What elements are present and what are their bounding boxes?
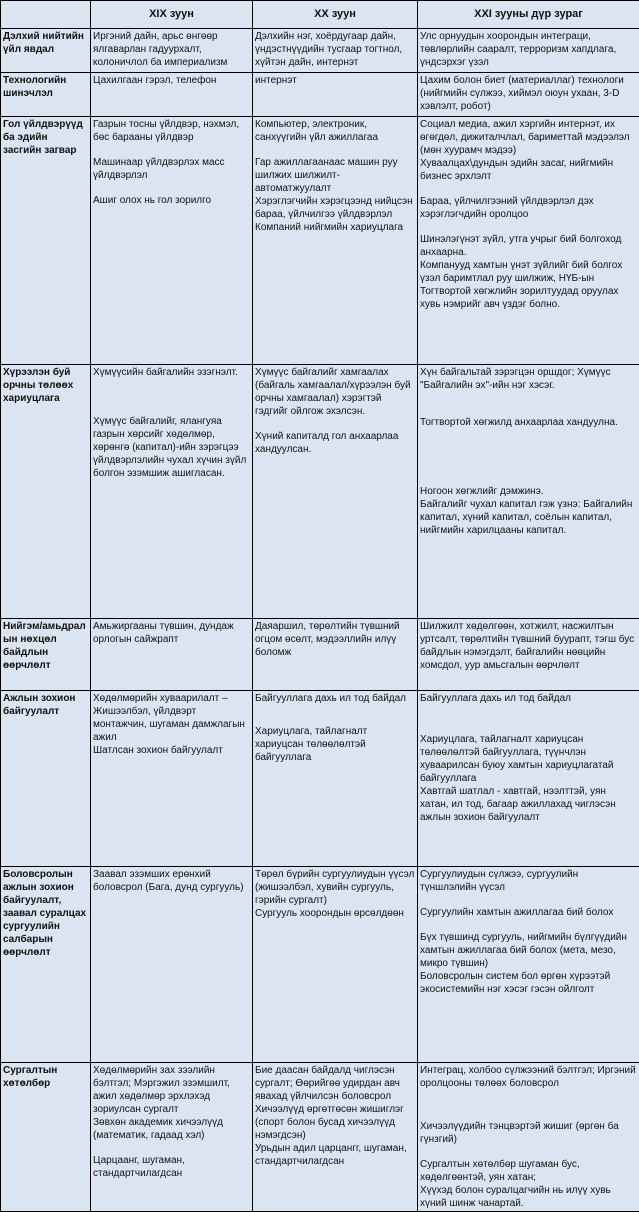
cell-19th: Хүмүүсийн байгалийн эзэгнэлт. Хүмүүс байгалийг, ялангуяа газрын хөрсийг хөдөлмөр, хөрөнгө (капитал)-ийн зэрэгцээ үйлдвэрлэлийн чухал хүчин зүйл болгон эзэмшиж ашигласан.: [91, 365, 253, 619]
table-row: [1, 691, 639, 867]
table-row: [1, 117, 639, 365]
cell-19th: Заавал эзэмших ерөнхий боловсрол (Бага, дунд сургууль): [91, 867, 253, 1063]
header-20th-century: XX зуун: [253, 1, 418, 29]
cell-20th: Дэлхийн нэг, хоёрдугаар дайн, үндэстнүүдийн тусгаар тогтнол, хүйтэн дайн, интернэт: [253, 29, 418, 73]
cell-21st: Интеграц, холбоо сүлжээний бэлтгэл; Иргэний оролцооны төлөөх боловсрол Хичээлүүдийн тэнцвэртэй жишиг (өргөн ба гүнзгий) Сургалтын хөтөлбөр шугаман бус, хөдөлгөөнтэй, уян хатан; Хүүхэд болон суралцагчийн нь илүү хувь хүний шинж чанартай.: [418, 1063, 639, 1212]
cell-19th: Цахилгаан гэрэл, телефон: [91, 73, 253, 117]
table-row: [1, 867, 639, 1063]
cell-21st: Шилжилт хөдөлгөөн, хотжилт, насжилтын уртсалт, төрөлтийн түвшний буурапт, тэгш бус байдлын нэмэгдэлт, байгалийн нөөцийн хомсдол, уур амьсгалын өөрчлөлт: [418, 619, 639, 691]
row-header: Дэлхий нийтийн үйл явдал: [1, 29, 91, 73]
cell-20th: Даяаршил, төрөлтийн түвшний огцом өсөлт, мэдээллийн илүү боломж: [253, 619, 418, 691]
table-row: [1, 619, 639, 691]
cell-19th: Хөдөлмөрийн зах зээлийн бэлтгэл; Мэргэжил эзэмшилт, ажил хөдөлмөр эрхлэхэд зориулсан сургалт Зөвхөн академик хичээлүүд (математик, гадаад хэл) Царцаанг, шугаман, стандартчилагдсан: [91, 1063, 253, 1212]
cell-20th: Бие даасан байдалд чиглэсэн сургалт; Өөрийгөө удирдан авч явахад үйлчилсэн боловсрол Хичээлүүд өргөтгөсөн жишиглэг (спорт болон бусад хичээлүүд нэмэгдсэн) Урьдын адил царцангг, шугаман, стандартчилагдсан: [253, 1063, 418, 1212]
header-row: [1, 1, 639, 29]
header-19th-century: XIX зуун: [91, 1, 253, 29]
cell-19th: Хөдөлмөрийн хуваарилалт – Жишээлбэл, үйлдвэрт монтажчин, шугаман дамжлагын ажил Шатлсан зохион байгуулалт: [91, 691, 253, 867]
row-header: Ажлын зохион байгуулалт: [1, 691, 91, 867]
cell-20th: интернэт: [253, 73, 418, 117]
row-header: Боловсролын ажлын зохион байгуулалт, заавал суралцах сургуулийн салбарын өөрчлөлт: [1, 867, 91, 1063]
cell-20th: Компьютер, электроник, санхүүгийн үйл ажиллагаа Гар ажиллагаанаас машин руу шилжих шилжилт- автоматжуулалт Хэрэглэгчийн хэрэгцээнд нийцсэн бараа, үйлчилгээ үйлдвэрлэл Компаний нийгмийн хариуцлага: [253, 117, 418, 365]
table-row: [1, 365, 639, 619]
cell-20th: Байгууллага дахь ил тод байдал Хариуцлага, тайлагналт хариуцсан төлөөлөлтэй байгууллага: [253, 691, 418, 867]
cell-19th: Иргэний дайн, арьс өнгөөр ялгаварлан гадуурхалт, колоничлол ба империализм: [91, 29, 253, 73]
cell-21st: Хүн байгальтай зэрэгцэн оршдог; Хүмүүс "Байгалийн эх"-ийн нэг хэсэг. Тогтвортой хөгжилд анхаарлаа хандуулна. Ногоон хөгжлийг дэмжинэ. Байгалийг чухал капитал гэж үзнэ: Байгалийн капитал, хүний капитал, соёлын капитал, нийгмийн харилцааны капитал.: [418, 365, 639, 619]
cell-21st: Социал медиа, ажил хэргийн интернэт, их өгөгдөл, дижиталчлал, бариметтай мэдээлэл (мөн хуурамч мэдээ) Хуваалцах\дундын эдийн засаг, нийгмийн бизнес эрхлэлт Бараа, үйлчилгээний үйлдвэрлэл дэх хэрэглэгчдийн оролцоо Шинэлэгүнэт зүйл, утга учрыг бий болгоход анхаарна. Компанууд хамтын үнэт зүйлийг бий болгох үзэл баримтлал руу шилжиж, НҮБ-ын Тогтвортой хөгжлийн зорилтуудад оруулах хувь нэмрийг авч үздэг болно.: [418, 117, 639, 365]
cell-19th: Газрын тосны үйлдвэр, нэхмэл, бөс барааны үйлдвэр Машинаар үйлдвэрлэх масс үйлдвэрлэл Ашиг олох нь гол зорилго: [91, 117, 253, 365]
row-header: Нийгэм/амьдрал ын нөхцөл байдлын өөрчлөлт: [1, 619, 91, 691]
cell-20th: Хүмүүс байгалийг хамгаалах (байгаль хамгаалал/хүрээлэн буй орчны хамгаалал) хэрэгтэй гэдгийг ойлгож эхэлсэн. Хүний капиталд гол анхаарлаа хандуулсан.: [253, 365, 418, 619]
row-header: Хүрээлэн буй орчны төлөөх хариуцлага: [1, 365, 91, 619]
cell-21st: Улс орнуудын хоорондын интеграци, төвлөрлийн сааралт, терроризм хапдлага, үндсэрхэг үзэл: [418, 29, 639, 73]
row-header: Технологийн шинэчлэл: [1, 73, 91, 117]
cell-21st: Сургуулиудын сүлжээ, сургуулийн түншлэлийн үүсэл Сургуулийн хамтын ажиллагаа бий болох Бүх түвшинд сургууль, нийгмийн бүлгүүдийн хамтын ажиллагаа бий болох (мета, мезо, микро түвшин) Боловсролын систем бол өргөн хүрээтэй экосистемийн нэг хэсэг гэсэн ойлголт: [418, 867, 639, 1063]
cell-21st: Цахим болон биет (материаллаг) технологи (нийгмийн сүлжээ, хиймэл оюун ухаан, 3-D хэвлэлт, робот): [418, 73, 639, 117]
table-row: [1, 29, 639, 73]
table-row: [1, 1063, 639, 1212]
row-header: Сургалтын хөтөлбөр: [1, 1063, 91, 1212]
cell-19th: Амьжиргааны түвшин, дундаж орлогын сайжрапт: [91, 619, 253, 691]
header-21st-century: XXI зууны дүр зураг: [418, 1, 639, 29]
cell-21st: Байгууллага дахь ил тод байдал Хариуцлага, тайлагналт хариуцсан төлөөлөлтэй байгууллага, түүнчлэн хуваарилсан буюу хамтын хариуцлагатай байгууллага Хавтгай шатлал - хавтгай, нээлттэй, уян хатан, ил тод, багаар ажиллахад чиглэсэн ажлын зохион байгуулалт: [418, 691, 639, 867]
table-row: [1, 73, 639, 117]
cell-20th: Төрөл бүрийн сургуулиудын үүсэл (жишээлбэл, хувийн сургууль, гэрийн сургалт) Сургууль хоорондын өрсөлдөөн: [253, 867, 418, 1063]
row-header: Гол үйлдвэрүүд ба эдийн засгийн загвар: [1, 117, 91, 365]
header-corner: [1, 1, 91, 29]
